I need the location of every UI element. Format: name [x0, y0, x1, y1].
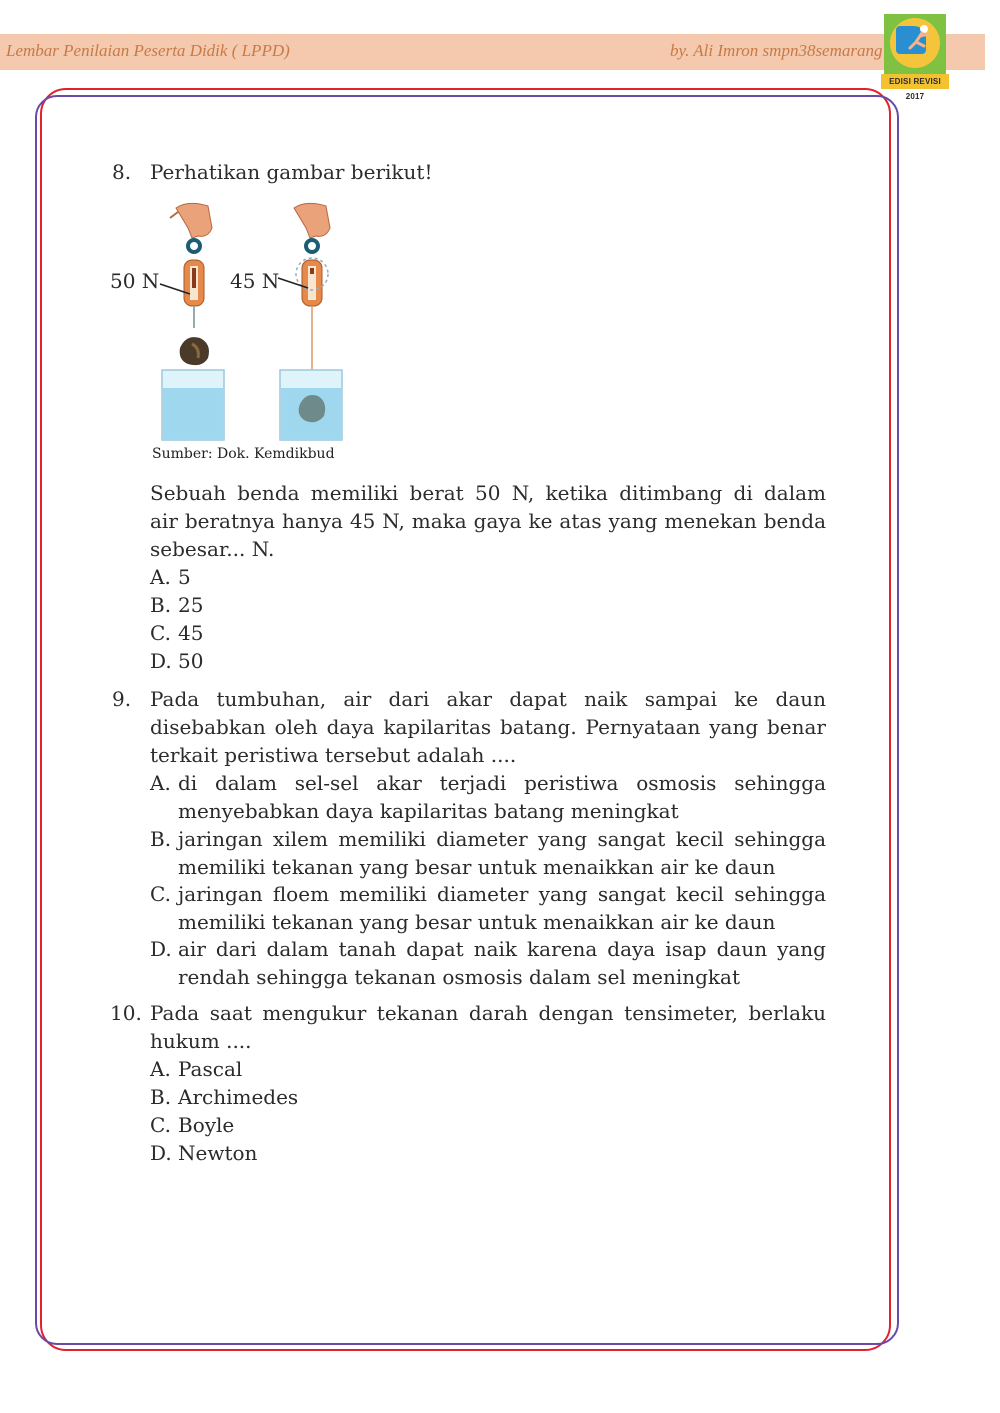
question-10-body: Pada saat mengukur tekanan darah dengan tensimeter, berlaku hukum ....	[150, 1001, 826, 1053]
question-10-option-a[interactable]: A. Pascal	[150, 1057, 243, 1081]
svg-text:45 N: 45 N	[230, 269, 280, 293]
hand-icon	[170, 203, 212, 238]
spring-balance-figure	[108, 198, 358, 468]
logo-figure-icon	[906, 24, 932, 54]
question-9-option-c[interactable]: C. jaringan floem memiliki diameter yang sangat kecil sehingga memiliki tekanan yang besar untuk menaikkan air ke daun	[150, 882, 826, 934]
question-9-option-a[interactable]: A. di dalam sel-sel akar terjadi peristiwa osmosis sehingga menyebabkan daya kapilaritas batang meningkat	[150, 771, 826, 823]
question-9-option-b[interactable]: B. jaringan xilem memiliki diameter yang sangat kecil sehingga memiliki tekanan yang besar untuk menaikkan air ke daun	[150, 827, 826, 879]
question-8-option-d[interactable]: D. 50	[150, 649, 204, 673]
question-9-body: Pada tumbuhan, air dari akar dapat naik sampai ke daun disebabkan oleh daya kapilaritas batang. Pernyataan yang benar terkait peristiwa tersebut adalah ....	[150, 687, 826, 767]
svg-text:50 N: 50 N	[110, 269, 160, 293]
header-title: Lembar Penilaian Peserta Didik ( LPPD)	[6, 41, 290, 60]
question-9-number: 9.	[112, 687, 132, 711]
question-8-body: Sebuah benda memiliki berat 50 N, ketika ditimbang di dalam air beratnya hanya 45 N, maka gaya ke atas yang menekan benda sebesar... N.	[150, 481, 826, 561]
figure-caption: Sumber: Dok. Kemdikbud	[152, 446, 335, 462]
header-author: by. Ali Imron smpn38semarang	[670, 41, 883, 60]
question-10-option-d[interactable]: D. Newton	[150, 1141, 258, 1165]
question-9-option-d[interactable]: D. air dari dalam tanah dapat naik karena daya isap daun yang rendah sehingga tekanan osmosis dalam sel meningkat	[150, 937, 826, 989]
archimedes-experiment-illustration	[108, 198, 358, 448]
question-8-prompt: Perhatikan gambar berikut!	[150, 160, 433, 184]
kurikulum-logo	[884, 14, 946, 74]
question-8-option-b[interactable]: B. 25	[150, 593, 204, 617]
question-8-option-c[interactable]: C. 45	[150, 621, 204, 645]
question-8-option-a[interactable]: A. 5	[150, 565, 191, 589]
question-10-number: 10.	[110, 1001, 142, 1025]
question-10-option-b[interactable]: B. Archimedes	[150, 1085, 299, 1109]
edition-badge: EDISI REVISI 2017	[881, 74, 949, 89]
question-8-number: 8.	[112, 160, 132, 184]
question-10-option-c[interactable]: C. Boyle	[150, 1113, 235, 1137]
